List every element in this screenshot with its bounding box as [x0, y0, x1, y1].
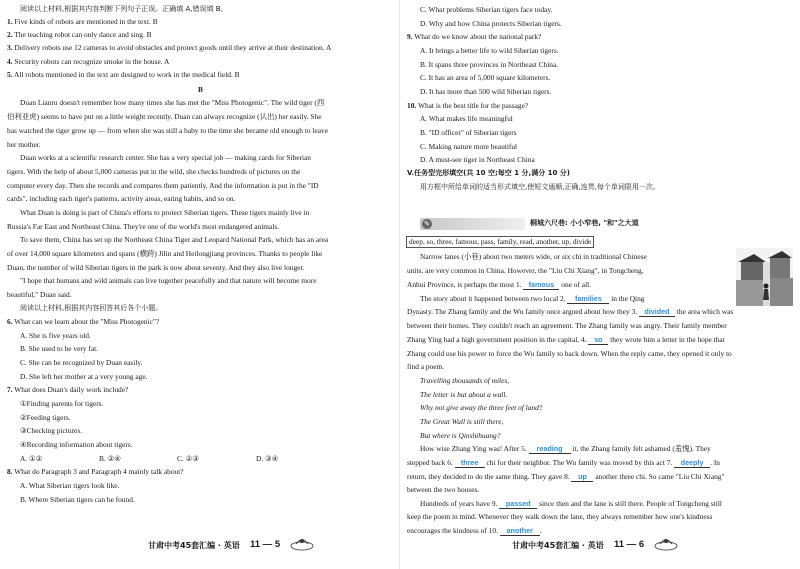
work-item: ④Recording information about tigers. [20, 440, 133, 449]
option[interactable]: A. She is five years old. [20, 331, 91, 340]
option[interactable]: D. ③④ [256, 454, 279, 463]
answer-blank[interactable]: reading [529, 444, 571, 454]
option[interactable]: A. It brings a better life to wild Siberian tigers. [420, 46, 559, 55]
passage-line: her mother. [7, 140, 41, 149]
option[interactable]: B. It spans three provinces in Northeast China. [420, 60, 559, 69]
work-item: ③Checking pictures. [20, 426, 83, 435]
option[interactable]: D. It has more than 500 wild Siberian tigers. [420, 87, 552, 96]
passage-line: What Duan is doing is part of China's efforts to protect Siberian tigers. These tigers mainly live in [20, 208, 310, 217]
option[interactable]: C. ②③ [177, 454, 199, 463]
answer-blank[interactable]: families [567, 294, 609, 304]
option[interactable]: D. A must-see tiger in Northeast China [420, 155, 535, 164]
answer-blank[interactable]: so [588, 335, 608, 345]
passage-line: cards", including each tiger's patterns, activity areas, eating habits, and so on. [7, 194, 236, 203]
question-9: 9. What do we know about the national park? [407, 32, 542, 41]
answer-blank[interactable]: another [500, 526, 540, 536]
passage-line: between their homes. They couldn't reach an agreement. The Zhang family was angry. Their family member [407, 321, 727, 330]
option[interactable]: B. ②④ [99, 454, 121, 463]
tf-item: 1. Five kinds of robots are mentioned in the text. B [7, 17, 158, 26]
option[interactable]: C. She can be recognized by Duan easily. [20, 358, 143, 367]
option[interactable]: C. Making nature more beautiful [420, 142, 518, 151]
section-v-heading: V.任务型完形填空(共 10 空;每空 1 分,满分 10 分) [407, 169, 571, 177]
word-bank: deep, so, three, famous, pass, family, read, another, up, divide [406, 236, 594, 248]
passage-line: Russia's Far East and Northeast China. They're one of the world's most endangered animals. [7, 222, 280, 231]
passage-line: Zhang Ying had a high government position in the capital, 4. so they wrote him a letter in the hope that [407, 335, 725, 344]
answer-blank[interactable]: divided [639, 307, 675, 317]
answer-blank[interactable]: deeply [674, 458, 710, 468]
passage-line: of over 14,000 square kilometers and spans (横跨) Jilin and Heilongjiang provinces. Thanks to people like [7, 249, 323, 258]
publisher-logo-icon [290, 535, 314, 551]
passage-line: encourages the kindness of 10. another . [407, 526, 542, 535]
poem-line: The letter is but about a wall. [420, 390, 508, 399]
passage-line: keep the poem in mind. Whenever they walk down the lane, they always remember how one's kindness [407, 512, 713, 521]
option[interactable]: D. She left her mother at a very young age. [20, 372, 148, 381]
page-number: 11 — 5 [250, 539, 281, 550]
pencil-icon: ✎ [422, 219, 432, 229]
option[interactable]: B. Where Siberian tigers can be found. [20, 495, 135, 504]
passage-line: Duan works at a scientific research center. She has a very special job — making cards for Siberian [20, 153, 312, 162]
work-item: ①Finding parents for tigers. [20, 399, 104, 408]
option[interactable]: A. What makes life meaningful [420, 114, 513, 123]
answer-blank[interactable]: passed [499, 499, 537, 509]
instruction-true-false: 阅读以上材料,根据其内容判断下列句子正误。正确填 A,错误填 B。 [20, 5, 228, 13]
passage-line: tigers. With the help of about 5,000 cameras put in the wild, she checks hundreds of pictures on the [7, 167, 301, 176]
option[interactable]: B. "ID officer" of Siberian tigers [420, 128, 517, 137]
passage-line: beautiful," Duan said. [7, 290, 72, 299]
passage-line: The story about it happened between two local 2. families in the Qing [420, 294, 645, 303]
banner-title: 桐城六尺巷: 小小窄巷, "和"之大道 [530, 219, 639, 227]
passage-line: between the two houses. [407, 485, 480, 494]
option[interactable]: A. ①② [20, 454, 43, 463]
option[interactable]: D. Why and how China protects Siberian tigers. [420, 19, 562, 28]
section-b-heading: B [198, 85, 203, 94]
tf-item: 5. All robots mentioned in the text are designed to work in the medical field. B [7, 70, 240, 79]
passage-line: has watched the tiger grow up — from when she was still a baby to the time she became old enough to leave [7, 126, 328, 135]
tf-item: 2. The teaching robot can only dance and sing. B [7, 30, 152, 39]
passage-line: computer every day. Then she records and compares them patiently. And the information is put in the "ID [7, 181, 319, 190]
poem-line: Travelling thousands of miles, [420, 376, 510, 385]
option[interactable]: B. She used to be very fat. [20, 344, 98, 353]
footer-title: 甘肃中考45套汇编 · 英语 [148, 541, 240, 550]
footer-title: 甘肃中考45套汇编 · 英语 [512, 541, 604, 550]
passage-line: How wise Zhang Ying was! After 5. reading it, the Zhang family felt ashamed (羞愧). They [420, 444, 711, 453]
tf-item: 3. Delivery robots use 12 cameras to avoid obstacles and protect goods until they arrive at their destination. A [7, 43, 332, 52]
work-item: ②Feeding tigers. [20, 413, 71, 422]
question-8: 8. What do Paragraph 3 and Paragraph 4 mainly talk about? [7, 467, 184, 476]
poem-line: But where is Qinshihuang? [420, 431, 501, 440]
poem-line: The Great Wall is still there, [420, 417, 504, 426]
answer-blank[interactable]: three [455, 458, 485, 468]
right-page [400, 0, 800, 569]
passage-line: Hundreds of years have 9. passed since then and the lane is still there. People of Tongcheng still [420, 499, 722, 508]
question-10: 10. What is the best title for the passage? [407, 101, 529, 110]
option[interactable]: C. It has an area of 5,000 square kilometers. [420, 73, 551, 82]
passage-line: find a poem. [407, 362, 445, 371]
option[interactable]: A. What Siberian tigers look like. [20, 481, 120, 490]
option[interactable]: C. What problems Siberian tigers face today. [420, 5, 553, 14]
instruction-questions: 阅读以上材料,根据其内容回答其后各个小题。 [20, 304, 163, 312]
passage-line: "I hope that humans and wild animals can live together peacefully and that nature will become more [20, 276, 317, 285]
question-6: 6. What can we learn about the "Miss Photogenic"? [7, 317, 160, 326]
instruction-fill: 用方框中所给单词的适当形式填空,使短文通顺,正确,连贯,每个单词限用一次。 [420, 183, 660, 191]
passage-line: Duan, the number of wild Siberian tigers in the park is now about seventy. And they also live longer. [7, 263, 305, 272]
answer-blank[interactable]: up [571, 472, 593, 482]
passage-line: 伯利亚虎) seems to have put on a little weight recently. Duan can always recognize (认出) her easily. She [7, 112, 322, 121]
passage-line: To save them, China has set up the Northeast China Tiger and Leopard National Park, which has an area [20, 235, 329, 244]
poem-line: Why not give away the three feet of land? [420, 403, 543, 412]
lane-illustration [736, 248, 793, 306]
passage-line: Duan Lianru doesn't remember how many times she has met the "Miss Photogenic". The wild tiger (西 [20, 98, 325, 107]
passage-line: units, are very common in China. However, the "Liu Chi Xiang", in Tongcheng, [407, 266, 644, 275]
question-7: 7. What does Duan's daily work include? [7, 385, 129, 394]
passage-line: return, they decided to do the same thing. They gave 8. up another three chi. So came "Liu Chi Xiang" [407, 472, 725, 481]
page-number: 11 — 6 [614, 539, 645, 550]
publisher-logo-icon [654, 535, 678, 551]
banner [420, 218, 525, 230]
passage-line: Dynasty. The Zhang family and the Wu family once argued about how they 3. divided the area which was [407, 307, 734, 316]
passage-line: Narrow lanes (小巷) about two meters wide, or six chi in traditional Chinese [420, 252, 647, 261]
answer-blank[interactable]: famous [523, 280, 559, 290]
passage-line: Zhang could use his power to force the Wu family to back down. When the reply came, they opened it only to [407, 349, 732, 358]
passage-line: Anhui Province, is perhaps the most 1. famous one of all. [407, 280, 592, 289]
passage-line: stepped back 6. three chi for their neighbor. The Wu family was moved by this act 7. deeply . In [407, 458, 720, 467]
tf-item: 4. Security robots can recognize smoke in the house. A [7, 57, 170, 66]
